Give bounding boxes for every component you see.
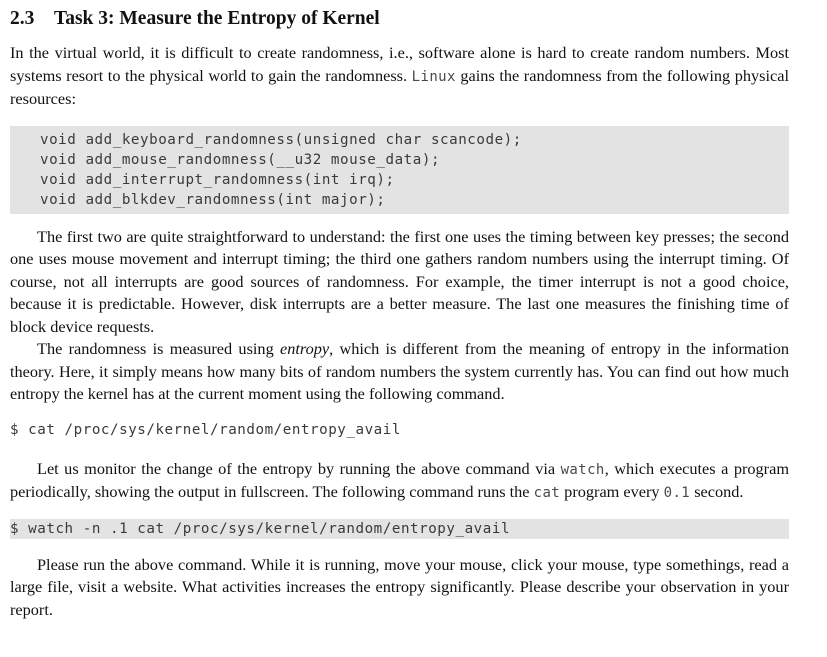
code-line: void add_keyboard_randomness(unsigned char scancode);: [40, 131, 522, 148]
intro-text-1: In the virtual world, it is difficult to create randomness, i.e., software alone is hard to create random numbers. Most systems resort to the physical world to gain the randomness.: [10, 43, 789, 85]
code-line: void add_interrupt_randomness(int irq);: [40, 171, 395, 188]
watch-paragraph: [10, 458, 789, 505]
entropy-command: $ cat /proc/sys/kernel/random/entropy_avail: [10, 421, 401, 438]
watch-text-2: , which executes a program periodically, showing the output in fullscreen. The following command runs the: [10, 458, 789, 501]
code-line: void add_mouse_randomness(__u32 mouse_data);: [40, 151, 441, 168]
interval-value: 0.1: [663, 485, 691, 501]
instructions-paragraph: Please run the above command. While it is running, move your mouse, click your mouse, type somethings, read a large file, visit a website. What activities increases the entropy significantly. Please describe your observation in your report.: [10, 554, 789, 619]
entropy-term: entropy: [280, 339, 330, 358]
watch-text-1: Let us monitor the change of the entropy by running the above command via: [37, 458, 561, 478]
watch-command: $ watch -n .1 cat /proc/sys/kernel/random/entropy_avail: [10, 519, 789, 539]
entropy-paragraph: [10, 338, 789, 406]
watch-term: watch: [560, 461, 605, 478]
entropy-text-2: , which is different from the meaning of entropy in the information theory. Here, it simply means how many bits of random numbers the system currently has. You can find out how much entropy the kernel has at the current moment using the following command.: [10, 339, 789, 403]
cat-term: cat: [533, 485, 561, 501]
intro-paragraph: [10, 42, 789, 111]
code-line: void add_blkdev_randomness(int major);: [40, 191, 386, 208]
code-listing: [10, 126, 789, 214]
section-number: 2.3: [10, 8, 35, 29]
entropy-text-1: The randomness is measured using: [37, 339, 280, 358]
section-title: Task 3: Measure the Entropy of Kernel: [54, 8, 380, 29]
linux-term: Linux: [411, 68, 456, 85]
intro-text-2: gains the randomness from the following physical resources:: [10, 65, 790, 108]
section-heading: [10, 6, 789, 32]
watch-text-3: program every: [560, 482, 664, 501]
watch-text-4: second.: [690, 482, 744, 501]
randomness-sources-paragraph: The first two are quite straightforward to understand: the first one uses the timing between key presses; the second one uses mouse movement and interrupt timing; the third one gathers random numbers using the interrupt timing. Of course, not all interrupts are good sources of randomness. For example, the timer interrupt is not a good choice, because it is predictable. However, disk interrupts are a better measure. The last one measures the finishing time of block device requests.: [10, 226, 789, 336]
